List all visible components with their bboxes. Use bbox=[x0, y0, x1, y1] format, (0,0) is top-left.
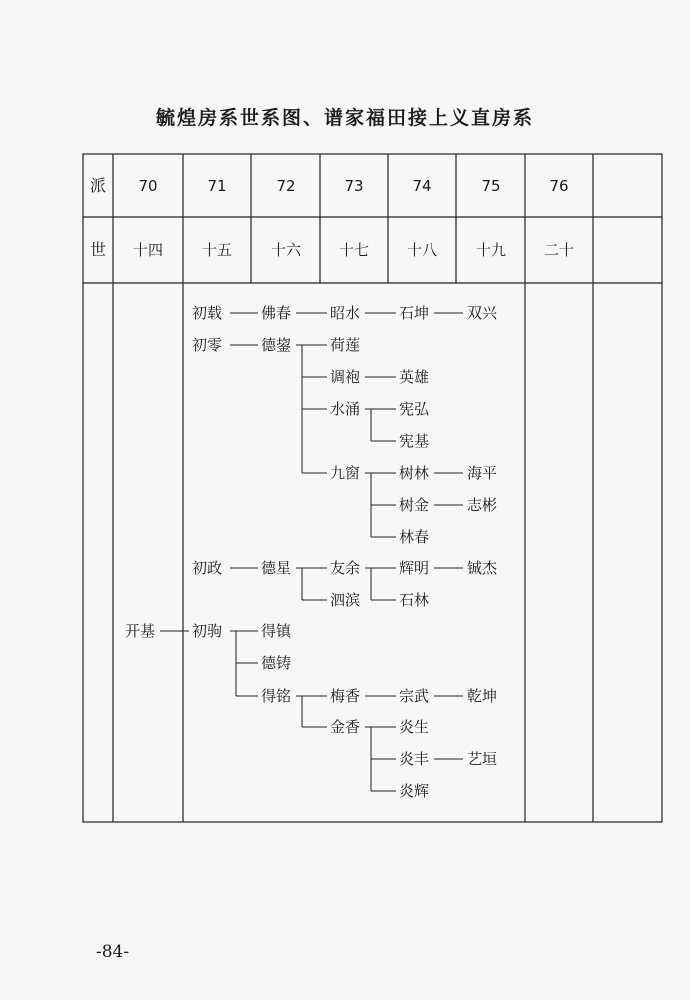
shi-cell: 十五 bbox=[201, 241, 232, 259]
person-name: 辉明 bbox=[399, 559, 430, 577]
person-name: 石坤 bbox=[399, 304, 430, 322]
person-name: 炎丰 bbox=[399, 750, 430, 768]
pai-cell: 70 bbox=[138, 177, 158, 195]
shi-cell: 十六 bbox=[270, 241, 301, 259]
shi-cell: 十七 bbox=[338, 241, 369, 259]
person-name: 梅香 bbox=[330, 687, 361, 705]
person-name: 初载 bbox=[192, 304, 223, 322]
person-name: 得铭 bbox=[261, 687, 292, 705]
pai-cell: 73 bbox=[344, 177, 364, 195]
person-name: 炎生 bbox=[399, 718, 430, 736]
pai-cell: 75 bbox=[481, 177, 501, 195]
person-name: 水涌 bbox=[330, 400, 361, 418]
person-name: 德铸 bbox=[261, 654, 292, 672]
person-name: 乾坤 bbox=[467, 687, 498, 705]
header-shi-label: 世 bbox=[89, 240, 106, 259]
person-name: 炎辉 bbox=[399, 782, 430, 800]
person-name: 初驹 bbox=[192, 622, 223, 640]
person-name: 昭水 bbox=[330, 304, 361, 322]
pai-cell: 71 bbox=[207, 177, 227, 195]
person-name: 石林 bbox=[399, 591, 430, 609]
person-name: 海平 bbox=[467, 464, 498, 482]
page-title: 毓煌房系世系图、谱家福田接上义直房系 bbox=[155, 107, 534, 129]
person-name: 德鋆 bbox=[261, 336, 292, 354]
shi-cell: 十九 bbox=[475, 241, 506, 259]
person-name: 志彬 bbox=[467, 496, 498, 514]
person-name: 荷莲 bbox=[330, 336, 361, 354]
header-pai-label: 派 bbox=[89, 176, 106, 195]
person-name: 艺垣 bbox=[467, 750, 498, 768]
person-name: 初零 bbox=[192, 336, 223, 354]
pai-cell: 72 bbox=[276, 177, 296, 195]
shi-cell: 十四 bbox=[132, 241, 163, 259]
person-name: 双兴 bbox=[467, 304, 498, 322]
person-name: 树金 bbox=[399, 496, 430, 514]
person-name: 调袍 bbox=[330, 368, 361, 386]
person-name: 得镇 bbox=[261, 622, 292, 640]
person-name: 英雄 bbox=[399, 368, 430, 386]
page-number: -84- bbox=[96, 942, 130, 962]
person-name: 九窗 bbox=[330, 464, 361, 482]
person-name: 德星 bbox=[261, 559, 292, 577]
person-name: 泗滨 bbox=[330, 591, 361, 609]
person-name: 林春 bbox=[399, 528, 430, 546]
person-name: 宪弘 bbox=[399, 400, 430, 418]
person-name: 佛春 bbox=[261, 304, 292, 322]
pai-cell: 76 bbox=[549, 177, 569, 195]
shi-cell: 二十 bbox=[543, 241, 574, 259]
person-name: 金香 bbox=[330, 718, 361, 736]
person-name: 铖杰 bbox=[467, 559, 498, 577]
pai-cell: 74 bbox=[412, 177, 432, 195]
person-name: 初政 bbox=[192, 559, 223, 577]
person-name: 宗武 bbox=[399, 687, 430, 705]
person-name: 树林 bbox=[399, 464, 430, 482]
person-name: 友余 bbox=[330, 559, 361, 577]
shi-cell: 十八 bbox=[406, 241, 437, 259]
person-name: 开基 bbox=[125, 622, 156, 640]
person-name: 宪基 bbox=[399, 432, 430, 450]
